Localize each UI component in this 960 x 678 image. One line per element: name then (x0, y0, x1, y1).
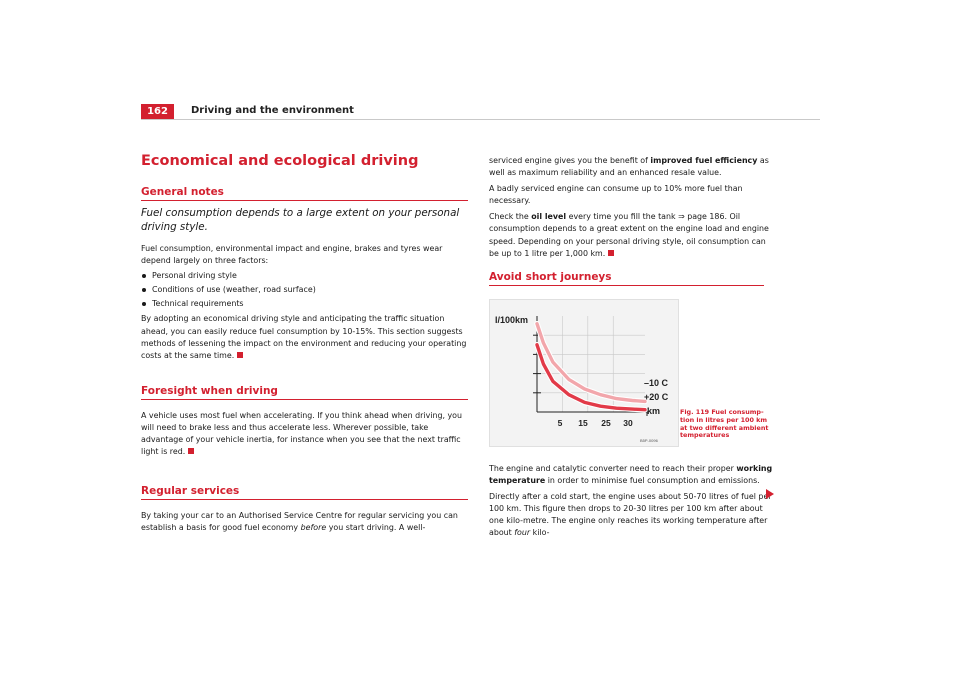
series-label: –10 C (644, 378, 669, 388)
regular-body-text: By taking your car to an Authorised Service Centre for regular servicing you can establish a basis for good fuel economy (141, 511, 458, 533)
continue-arrow-icon (766, 489, 774, 499)
cold-start-emphasis: four (514, 528, 531, 538)
series-labels (644, 378, 669, 402)
regular-body-emphasis: before (300, 523, 327, 533)
foresight-body (141, 410, 468, 458)
services-continued (489, 155, 774, 260)
end-of-section-icon (608, 250, 614, 256)
lead-text: Fuel consumption depends to a large extent on your personal driving style. (141, 207, 460, 233)
x-axis-label: km (647, 406, 661, 416)
general-body-text: By adopting an economical driving style and anticipating the traffic situation ahead, you can easily reduce fuel consumption by 10-15%. This section suggests methods of lessening the impact on the environment and reducing your operating costs at the same time. (141, 314, 467, 360)
regular-body-text-end: you start driving. A well- (326, 523, 426, 533)
x-tick-labels (558, 418, 633, 428)
heading-avoid-short-journeys: Avoid short journeys (489, 271, 612, 283)
bullet-item: Conditions of use (weather, road surface) (141, 284, 468, 296)
foresight-body-text: A vehicle uses most fuel when accelerating. If you think ahead when driving, you will need to brake less and thus accelerate less. Wherever possible, take advantage of your vehicle inertia, for instance when you see that the next traffic light is red. (141, 411, 462, 457)
figure-code: B5P-0096 (640, 438, 658, 443)
main-title: Economical and ecological driving (141, 153, 419, 169)
badly-serviced-text: A badly serviced engine can consume up to 10% more fuel than necessary. (489, 184, 743, 206)
section-rule (489, 285, 764, 286)
end-of-section-icon (188, 448, 194, 454)
general-notes-body (141, 243, 468, 362)
fuel-consumption-chart (490, 300, 678, 446)
x-tick-label: 30 (623, 418, 633, 428)
keyword-fuel-efficiency: improved fuel efficiency (650, 156, 758, 165)
continued-text: serviced engine gives you the benefit of (489, 156, 651, 165)
chart-curves (537, 324, 645, 410)
heading-regular-services: Regular services (141, 485, 240, 497)
regular-services-body (141, 510, 468, 534)
short-journeys-body (489, 463, 774, 540)
short-text: The engine and catalytic converter need to reach their proper (489, 464, 737, 473)
intro-text: Fuel consumption, environmental impact and engine, brakes and tyres wear depend largely on three factors: (141, 244, 443, 266)
cold-start-text: Directly after a cold start, the engine uses about 50-70 litres of fuel per 100 km. This figure then drops to 20-30 litres per 100 km after about one kilo-metre. The engine only reaches its working temperature after about (489, 492, 772, 538)
y-axis-label: l/100km (495, 315, 529, 325)
heading-general-notes: General notes (141, 186, 224, 198)
section-rule (141, 499, 468, 500)
short-text-end: in order to minimise fuel consumption and emissions. (545, 476, 760, 486)
continued-text-end: as well as maximum reliability and an enhanced resale value. (489, 156, 769, 178)
bullet-item: Technical requirements (141, 298, 468, 310)
section-rule (141, 399, 468, 400)
cold-start-text-end: kilo- (530, 528, 550, 538)
section-rule (141, 200, 468, 201)
figure-caption: Fig. 119 Fuel consump-tion in litres per 100 km at two different ambient temperatures (680, 408, 769, 440)
figure-fuel-consumption (489, 299, 679, 447)
header-rule (141, 119, 820, 120)
check-text: Check the (489, 212, 532, 222)
end-of-section-icon (237, 352, 243, 358)
page-number: 162 (141, 104, 174, 120)
x-tick-label: 25 (601, 418, 611, 428)
x-tick-label: 5 (557, 418, 563, 428)
series-label: +20 C (644, 392, 669, 402)
x-tick-label: 15 (578, 418, 588, 428)
heading-foresight: Foresight when driving (141, 385, 278, 397)
general-body (141, 313, 468, 361)
keyword-working-temperature: working temperature (489, 464, 773, 486)
bullet-item: Personal driving style (141, 270, 468, 282)
check-text-end: every time you fill the tank ⇒ page 186. Oil consumption depends to a great extent on the engine load and engine speed. Depending on your personal driving style, oil consumption can be up to 1 litre per 1,000 km. (489, 212, 769, 258)
header-title: Driving and the environment (191, 105, 354, 116)
keyword-oil-level: oil level (531, 212, 567, 222)
